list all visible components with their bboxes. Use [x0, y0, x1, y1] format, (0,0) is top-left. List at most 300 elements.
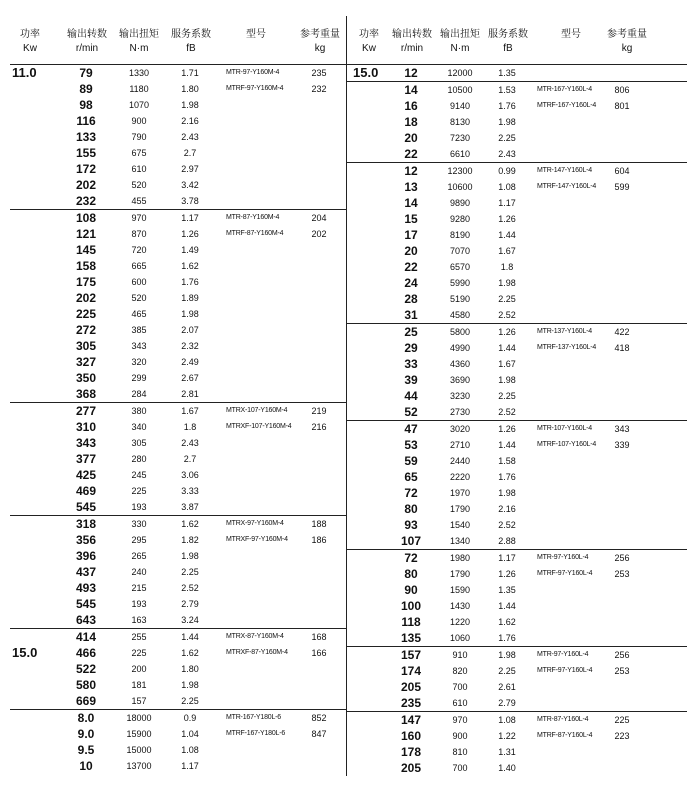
speed-cell: 20	[404, 244, 418, 258]
weight-cell: 343	[614, 424, 630, 434]
torque-cell: 1340	[449, 536, 471, 546]
torque-cell: 1070	[128, 100, 150, 110]
torque-cell: 6610	[449, 149, 471, 159]
factor-cell: 2.25	[181, 567, 199, 577]
factor-cell: 2.16	[181, 116, 199, 126]
speed-cell: 202	[75, 291, 97, 305]
header-factor	[483, 28, 533, 56]
torque-cell: 790	[131, 132, 147, 142]
factor-cell: 3.78	[181, 196, 199, 206]
torque-cell: 1980	[449, 553, 471, 563]
table-row	[10, 726, 346, 742]
factor-cell: 2.7	[183, 148, 197, 158]
model-cell: MTR-97-Y160M-4	[226, 69, 280, 76]
table-row	[10, 354, 346, 370]
header-torque-unit: N·m	[450, 43, 470, 54]
factor-cell: 2.32	[181, 341, 199, 351]
header-factor	[166, 28, 216, 56]
power-cell: 15.0	[12, 645, 38, 660]
speed-cell: 147	[400, 713, 422, 727]
torque-cell: 2710	[449, 440, 471, 450]
header-model	[236, 28, 276, 42]
torque-cell: 6570	[449, 262, 471, 272]
torque-cell: 4360	[449, 359, 471, 369]
model-cell: MTR-137-Y160L-4	[537, 328, 592, 335]
header-torque-unit: N·m	[129, 43, 149, 54]
torque-cell: 320	[131, 357, 147, 367]
factor-cell: 1.35	[498, 68, 516, 78]
table-row	[347, 501, 687, 517]
torque-cell: 255	[131, 632, 147, 642]
torque-cell: 245	[131, 470, 147, 480]
table-row	[10, 564, 346, 580]
table-row	[347, 566, 687, 582]
torque-cell: 265	[131, 551, 147, 561]
torque-cell: 870	[131, 229, 147, 239]
factor-cell: 1.08	[498, 182, 516, 192]
table-row	[347, 485, 687, 501]
factor-cell: 1.17	[181, 213, 199, 223]
torque-cell: 215	[131, 583, 147, 593]
table-row	[347, 646, 687, 663]
table-row	[347, 323, 687, 340]
factor-cell: 1.62	[181, 261, 199, 271]
torque-cell: 1590	[449, 585, 471, 595]
header-torque	[114, 28, 164, 56]
torque-cell: 15000	[126, 745, 152, 755]
torque-cell: 343	[131, 341, 147, 351]
speed-cell: 9.0	[77, 727, 95, 741]
table-row	[10, 274, 346, 290]
model-cell: MTRF-147-Y160L-4	[537, 183, 597, 190]
speed-cell: 225	[75, 307, 97, 321]
weight-cell: 604	[614, 166, 630, 176]
torque-cell: 700	[452, 682, 468, 692]
factor-cell: 2.79	[181, 599, 199, 609]
model-cell: MTRF-167-Y160L-4	[537, 102, 597, 109]
speed-cell: 368	[75, 387, 97, 401]
table-row	[347, 663, 687, 679]
factor-cell: 1.22	[498, 731, 516, 741]
model-cell: MTRF-97-Y160L-4	[537, 570, 593, 577]
table-row	[10, 177, 346, 193]
factor-cell: 2.61	[498, 682, 516, 692]
table-row	[10, 386, 346, 402]
speed-cell: 466	[75, 646, 97, 660]
torque-cell: 18000	[126, 713, 152, 723]
torque-cell: 1790	[449, 569, 471, 579]
torque-cell: 3020	[449, 424, 471, 434]
factor-cell: 3.24	[181, 615, 199, 625]
torque-cell: 10500	[447, 85, 473, 95]
factor-cell: 1.8	[500, 262, 514, 272]
weight-cell: 253	[614, 569, 630, 579]
speed-cell: 643	[75, 613, 97, 627]
torque-cell: 1220	[449, 617, 471, 627]
speed-cell: 580	[75, 678, 97, 692]
table-row	[347, 614, 687, 630]
weight-cell: 168	[311, 632, 327, 642]
model-cell: MTRX-97-Y160M-4	[226, 520, 284, 527]
torque-cell: 280	[131, 454, 147, 464]
table-row	[10, 742, 346, 758]
table-row	[10, 709, 346, 726]
weight-cell: 801	[614, 101, 630, 111]
torque-cell: 600	[131, 277, 147, 287]
speed-cell: 155	[75, 146, 97, 160]
speed-cell: 318	[75, 517, 97, 531]
header-factor-label: 服务系数	[171, 29, 211, 40]
header-weight	[296, 28, 344, 56]
factor-cell: 3.87	[181, 502, 199, 512]
speed-cell: 277	[75, 404, 97, 418]
torque-cell: 12300	[447, 166, 473, 176]
torque-cell: 284	[131, 389, 147, 399]
model-cell: MTR-87-Y160M-4	[226, 214, 280, 221]
torque-cell: 181	[131, 680, 147, 690]
torque-cell: 380	[131, 406, 147, 416]
weight-cell: 422	[614, 327, 630, 337]
table-row	[10, 661, 346, 677]
speed-cell: 545	[75, 500, 97, 514]
speed-cell: 8.0	[77, 711, 95, 725]
factor-cell: 1.76	[498, 633, 516, 643]
speed-cell: 108	[75, 211, 97, 225]
table-row	[10, 322, 346, 338]
table-row	[10, 758, 346, 774]
speed-cell: 160	[400, 729, 422, 743]
table-header	[10, 16, 346, 65]
speed-cell: 12	[404, 164, 418, 178]
table-row	[347, 598, 687, 614]
factor-cell: 1.98	[181, 309, 199, 319]
header-model	[551, 28, 591, 42]
torque-cell: 2440	[449, 456, 471, 466]
table-row	[10, 451, 346, 467]
model-cell: MTRF-107-Y160L-4	[537, 441, 597, 448]
speed-cell: 107	[400, 534, 422, 548]
factor-cell: 1.80	[181, 664, 199, 674]
speed-cell: 133	[75, 130, 97, 144]
speed-cell: 396	[75, 549, 97, 563]
factor-cell: 1.04	[181, 729, 199, 739]
torque-cell: 970	[452, 715, 468, 725]
torque-cell: 700	[452, 763, 468, 773]
table-row	[10, 81, 346, 97]
factor-cell: 2.25	[498, 294, 516, 304]
table-row	[347, 291, 687, 307]
factor-cell: 3.06	[181, 470, 199, 480]
factor-cell: 1.44	[498, 440, 516, 450]
torque-cell: 1060	[449, 633, 471, 643]
speed-cell: 29	[404, 341, 418, 355]
left-table	[10, 16, 346, 774]
factor-cell: 0.9	[183, 713, 197, 723]
speed-cell: 343	[75, 436, 97, 450]
speed-cell: 232	[75, 194, 97, 208]
table-row	[347, 98, 687, 114]
torque-cell: 4990	[449, 343, 471, 353]
model-cell: MTRXF-87-Y160M-4	[226, 649, 288, 656]
speed-cell: 33	[404, 357, 418, 371]
header-torque-label: 输出扭矩	[440, 29, 480, 40]
model-cell: MTR-87-Y160L-4	[537, 716, 589, 723]
speed-cell: 116	[76, 114, 96, 128]
factor-cell: 2.07	[181, 325, 199, 335]
factor-cell: 2.49	[181, 357, 199, 367]
factor-cell: 2.52	[498, 520, 516, 530]
torque-cell: 520	[131, 180, 147, 190]
table-row	[10, 628, 346, 645]
factor-cell: 1.80	[181, 84, 199, 94]
table-row	[347, 744, 687, 760]
table-row	[10, 97, 346, 113]
speed-cell: 72	[404, 551, 418, 565]
weight-cell: 204	[311, 213, 327, 223]
table-row	[10, 645, 346, 661]
table-row	[347, 259, 687, 275]
header-speed-label: 输出转数	[392, 29, 432, 40]
header-factor-unit: fB	[503, 43, 513, 54]
header-torque	[435, 28, 485, 56]
speed-cell: 80	[404, 567, 418, 581]
weight-cell: 216	[311, 422, 327, 432]
speed-cell: 272	[75, 323, 97, 337]
factor-cell: 1.53	[498, 85, 516, 95]
torque-cell: 720	[131, 245, 147, 255]
table-row	[347, 420, 687, 437]
factor-cell: 2.88	[498, 536, 516, 546]
factor-cell: 1.08	[181, 745, 199, 755]
header-speed-unit: r/min	[75, 43, 99, 54]
header-power	[10, 28, 50, 56]
model-cell: MTR-167-Y160L-4	[537, 86, 592, 93]
speed-cell: 178	[400, 745, 422, 759]
speed-cell: 158	[75, 259, 97, 273]
torque-cell: 385	[131, 325, 147, 335]
speed-cell: 121	[75, 227, 97, 241]
weight-cell: 166	[311, 648, 327, 658]
factor-cell: 2.79	[498, 698, 516, 708]
table-row	[347, 549, 687, 566]
speed-cell: 377	[75, 452, 97, 466]
speed-cell: 118	[401, 615, 421, 629]
factor-cell: 2.52	[498, 407, 516, 417]
model-cell: MTR-107-Y160L-4	[537, 425, 592, 432]
factor-cell: 1.8	[183, 422, 197, 432]
table-row	[347, 728, 687, 744]
torque-cell: 665	[131, 261, 147, 271]
factor-cell: 1.26	[498, 569, 516, 579]
factor-cell: 1.67	[498, 359, 516, 369]
torque-cell: 8130	[449, 117, 471, 127]
weight-cell: 847	[311, 729, 327, 739]
factor-cell: 1.49	[181, 245, 199, 255]
torque-cell: 1790	[449, 504, 471, 514]
factor-cell: 1.26	[498, 327, 516, 337]
speed-cell: 205	[400, 680, 422, 694]
torque-cell: 5190	[449, 294, 471, 304]
factor-cell: 2.25	[498, 391, 516, 401]
header-factor-unit: fB	[186, 43, 196, 54]
table-row	[10, 515, 346, 532]
table-row	[10, 693, 346, 709]
torque-cell: 9890	[449, 198, 471, 208]
header-weight-label: 参考重量	[300, 29, 340, 40]
table-row	[347, 81, 687, 98]
factor-cell: 1.67	[181, 406, 199, 416]
table-row	[347, 340, 687, 356]
header-weight-unit: kg	[314, 43, 326, 54]
factor-cell: 2.52	[498, 310, 516, 320]
table-row	[10, 467, 346, 483]
factor-cell: 1.44	[498, 601, 516, 611]
factor-cell: 1.89	[181, 293, 199, 303]
torque-cell: 225	[131, 648, 147, 658]
table-row	[10, 532, 346, 548]
factor-cell: 2.25	[498, 133, 516, 143]
weight-cell: 219	[311, 406, 327, 416]
table-row	[10, 290, 346, 306]
speed-cell: 44	[404, 389, 418, 403]
torque-cell: 1540	[449, 520, 471, 530]
speed-cell: 425	[75, 468, 97, 482]
torque-cell: 2220	[449, 472, 471, 482]
header-factor-label: 服务系数	[488, 29, 528, 40]
speed-cell: 469	[75, 484, 97, 498]
factor-cell: 2.7	[183, 454, 197, 464]
factor-cell: 1.44	[181, 632, 199, 642]
speed-cell: 493	[75, 581, 97, 595]
torque-cell: 13700	[126, 761, 152, 771]
weight-cell: 256	[614, 650, 630, 660]
table-row	[10, 483, 346, 499]
torque-cell: 295	[131, 535, 147, 545]
speed-cell: 98	[79, 98, 93, 112]
model-cell: MTR-147-Y160L-4	[537, 167, 592, 174]
factor-cell: 1.76	[498, 472, 516, 482]
torque-cell: 193	[131, 502, 147, 512]
factor-cell: 3.33	[181, 486, 199, 496]
factor-cell: 1.98	[498, 117, 516, 127]
factor-cell: 1.98	[181, 680, 199, 690]
factor-cell: 1.82	[181, 535, 199, 545]
torque-cell: 8190	[449, 230, 471, 240]
table-row	[10, 435, 346, 451]
torque-cell: 3690	[449, 375, 471, 385]
model-cell: MTRX-107-Y160M-4	[226, 407, 288, 414]
torque-cell: 305	[131, 438, 147, 448]
factor-cell: 2.43	[181, 438, 199, 448]
speed-cell: 52	[404, 405, 418, 419]
speed-cell: 172	[75, 162, 97, 176]
weight-cell: 253	[614, 666, 630, 676]
factor-cell: 1.98	[181, 100, 199, 110]
header-speed-label: 输出转数	[67, 29, 107, 40]
factor-cell: 1.35	[498, 585, 516, 595]
power-cell: 11.0	[12, 65, 37, 80]
torque-cell: 5990	[449, 278, 471, 288]
speed-cell: 17	[404, 228, 418, 242]
factor-cell: 1.17	[498, 198, 516, 208]
table-row	[347, 469, 687, 485]
speed-cell: 235	[400, 696, 422, 710]
speed-cell: 72	[404, 486, 418, 500]
table-row	[10, 65, 346, 81]
speed-cell: 13	[404, 180, 418, 194]
torque-cell: 299	[131, 373, 147, 383]
header-weight-unit: kg	[621, 43, 633, 54]
factor-cell: 2.25	[498, 666, 516, 676]
factor-cell: 1.44	[498, 343, 516, 353]
table-row	[347, 695, 687, 711]
table-row	[347, 760, 687, 776]
weight-cell: 806	[614, 85, 630, 95]
speed-cell: 310	[75, 420, 97, 434]
weight-cell: 256	[614, 553, 630, 563]
factor-cell: 2.43	[498, 149, 516, 159]
table-row	[347, 275, 687, 291]
model-cell: MTRF-137-Y160L-4	[537, 344, 597, 351]
factor-cell: 1.58	[498, 456, 516, 466]
factor-cell: 1.62	[181, 519, 199, 529]
factor-cell: 1.17	[181, 761, 199, 771]
factor-cell: 1.71	[181, 68, 199, 78]
table-row	[347, 114, 687, 130]
table-row	[347, 243, 687, 259]
speed-cell: 350	[75, 371, 97, 385]
weight-cell: 339	[614, 440, 630, 450]
factor-cell: 1.44	[498, 230, 516, 240]
speed-cell: 327	[75, 355, 97, 369]
table-row	[347, 146, 687, 162]
model-cell: MTRF-97-Y160M-4	[226, 85, 284, 92]
torque-cell: 1330	[128, 68, 150, 78]
speed-cell: 39	[404, 373, 418, 387]
speed-cell: 20	[404, 131, 418, 145]
speed-cell: 14	[404, 83, 418, 97]
table-row	[10, 193, 346, 209]
factor-cell: 1.31	[498, 747, 516, 757]
torque-cell: 9280	[449, 214, 471, 224]
weight-cell: 202	[311, 229, 327, 239]
header-speed	[385, 28, 439, 56]
torque-cell: 520	[131, 293, 147, 303]
table-row	[10, 419, 346, 435]
torque-cell: 163	[131, 615, 147, 625]
speed-cell: 93	[404, 518, 418, 532]
table-row	[347, 711, 687, 728]
speed-cell: 28	[404, 292, 418, 306]
torque-cell: 12000	[447, 68, 473, 78]
table-row	[10, 306, 346, 322]
factor-cell: 1.67	[498, 246, 516, 256]
torque-cell: 900	[131, 116, 147, 126]
header-power-label: 功率	[359, 29, 379, 40]
speed-cell: 437	[75, 565, 97, 579]
table-row	[10, 161, 346, 177]
factor-cell: 1.08	[498, 715, 516, 725]
header-torque-label: 输出扭矩	[119, 29, 159, 40]
speed-cell: 79	[79, 66, 93, 80]
torque-cell: 15900	[126, 729, 152, 739]
table-row	[347, 211, 687, 227]
header-speed	[60, 28, 114, 56]
torque-cell: 7070	[449, 246, 471, 256]
factor-cell: 1.62	[181, 648, 199, 658]
factor-cell: 1.98	[498, 650, 516, 660]
torque-cell: 193	[131, 599, 147, 609]
